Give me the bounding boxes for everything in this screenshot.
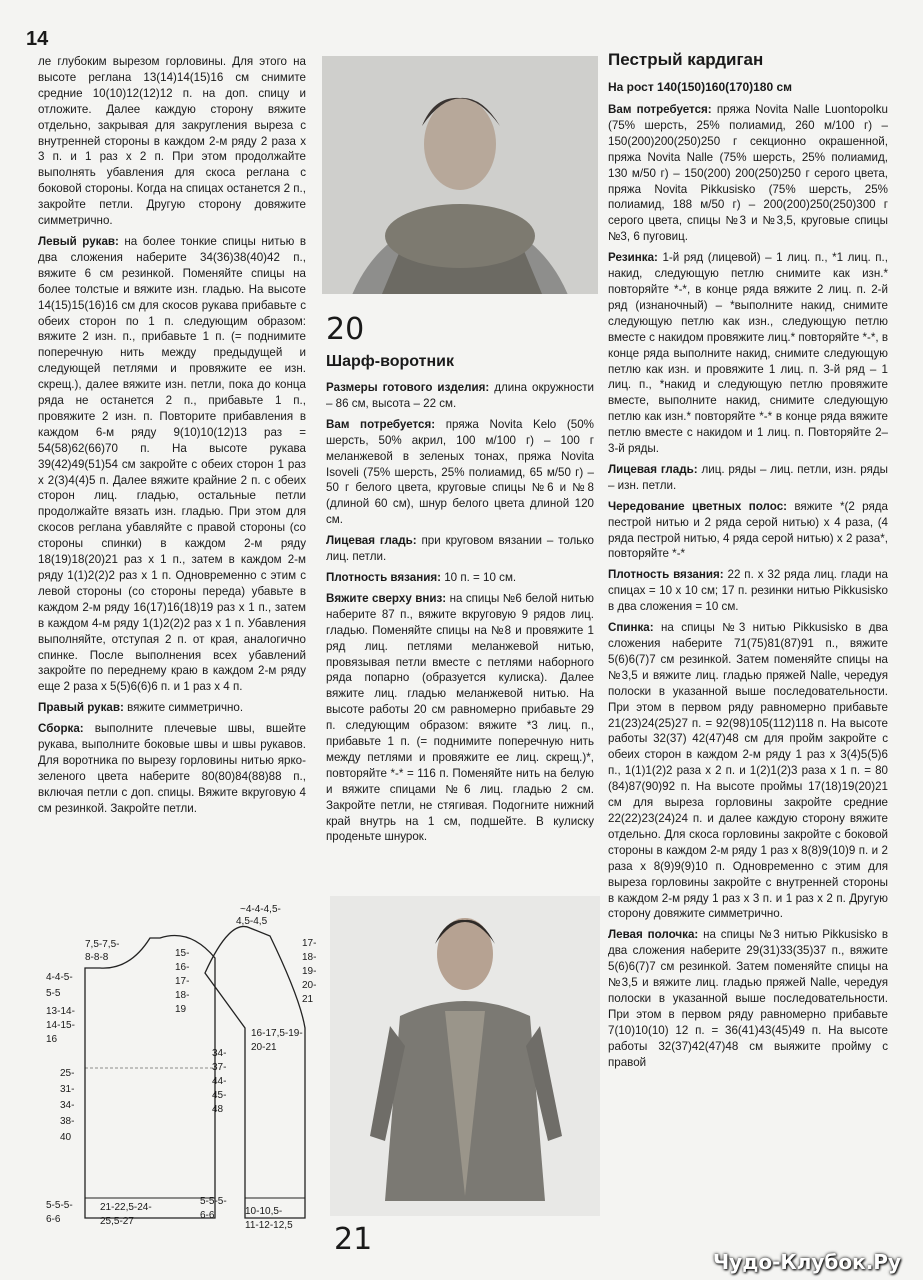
diagram-label: 21-22,5-24-: [100, 1202, 152, 1213]
section-text: 10 п. = 10 см.: [444, 570, 517, 584]
diagram-label: 38-: [60, 1116, 75, 1127]
work-section: [326, 591, 594, 846]
stitch-section: [326, 533, 594, 565]
section-text: на более тонкие спицы нитью в два сложения наберите 34(36)38(40)42 п., вяжите 6 см резинкой. Поменяйте спицы на более толстые и вяжите изн. гладью. На высоте 14(15)15(16)16 см для скосов рукава прибавьте с обеих сторон по 1 п. следующим образом: вяжите 2 изн. п., прибавьте 1 п. (= поднимите поперечную нить между предыдущей и следующей петлями и провяжите ее изн. скрещ.), далее вяжите изн. петли, пока до конца ряда не останется 2 п., прибавьте 1 п., провяжите 2 изн. п. Повторите прибавления в каждом 6-м ряду 9(10)10(12)13 раз = 54(58)62(66)70 п. На высоте рукава 39(42)49(51)54 см закройте с обеих сторон 1 раз х 2(3)4(4)5 п. Далее вяжите крайние 2 п. с обеих сторон лиц. гладью, остальные петли продолжайте вязать изн. гладью. При этом для скосов реглана убавляйте с правой стороны (со стороны спинки) в каждом 2-м ряду 18(19)18(20)21 раз х 1 п., затем в каждом 2-м ряду 1(1)2(2)2 раз х 1 п. Одновременно с этим с левой стороны (со стороны переда) убавьте в каждом 2-м ряду 16(17)16(18)19 раз х 1 п., затем в каждом 4-м ряду 1(1)2(2)2 раз х 1 п. Убавления выполняйте, отступая 2 п. от края, аналогично спинке. После выполнения всех убавлений закройте по переднему краю в каждом 2-м ряду еще 2 раза х 5(5)6(6)6 п. и 1 раз х 4 п.: [38, 234, 306, 694]
diagram-label: 7,5-7,5-: [85, 939, 120, 950]
diagram-label: 34-: [60, 1100, 75, 1111]
diagram-label: 16-17,5-19-: [251, 1028, 303, 1039]
section-text: пряжа Novita Nalle Luontopolku (75% шерсть, 25% полиамид, 260 м/100 г) – 150(200)200(250)250 г секционно окрашенной, пряжа Novita Nalle (75% шерсть, 25% полиамид, 130 м/50 г) – 150(200) 200(250)250 г серого цвета, пряжа Novita Pikkusisko (75% шерсть, 25% полиамид, 188 м/50 г) – 200(200)250(250)300 г серого цвета, спицы №3 и №3,5, круговые спицы №3, 6 пуговиц.: [608, 103, 888, 244]
front-section: [608, 927, 888, 1070]
materials-section: [608, 102, 888, 245]
diagram-label: ~4-4-4,5-: [240, 904, 281, 915]
left-sleeve-section: [38, 234, 306, 695]
left-paragraph: ле глубоким вырезом горловины. Для этого на высоте реглана 13(14)14(15)16 см снимите средние 10(10)12(12)12 п. на доп. спицу и отложите. Далее каждую сторону вяжите отдельно, закрывая для закругления выреза с внутренней стороны в каждом 2-м ряду 2 раза х 3 п. и 1 раз х 2 п. При этом продолжайте выполнять убавления для скоса реглана с боковой стороны. Когда на спицах останется 2 п., закройте петли. Другую сторону довяжите симметрично.: [38, 55, 306, 228]
diagram-label: 5-5: [46, 988, 61, 999]
diagram-label: 48: [212, 1104, 224, 1115]
section-text: лиц. ряды – лиц. петли, изн. ряды – изн. петли.: [608, 462, 888, 492]
pattern-number-21: 21: [334, 1222, 373, 1257]
cardigan-title: Пестрый кардиган: [608, 50, 764, 69]
diagram-label: 8-8-8: [85, 952, 109, 963]
diagram-label: 13-14-: [46, 1006, 75, 1017]
assembly-section: [38, 721, 306, 816]
diagram-label: 25,5-27: [100, 1216, 134, 1227]
section-text: при круговом вязании – только лиц. петли.: [326, 534, 594, 564]
section-label: Резинка:: [608, 251, 658, 265]
diagram-label: 17-: [302, 938, 317, 949]
section-label: Левая полочка:: [608, 928, 699, 942]
materials-section: [326, 417, 594, 528]
diagram-label: 5-5-5-: [200, 1196, 227, 1207]
section-text: на спицы №6 белой нитью наберите 87 п., вяжите вкруговую 9 рядов лиц. гладью. Поменяйте спицы на №8 и провяжите 1 ряд лиц. петлями меланжевой нитью, провязывая петли вместе с петлями наборного ряда попарно (образуется кулиска). Далее вяжите лиц. гладью меланжевой нитью. На высоте работы 20 см равномерно прибавьте 29 п. следующим образом: вяжите *3 лиц. п., прибавьте 1 п. (= поднимите поперечную нить между петлями и провяжите ее лиц. скрещ.)*, повторяйте *-* = 116 п. Поменяйте нить на белую и вяжите спицами №6 лиц. гладью 2 см. Закройте петли, не стягивая. Подогните нижний край внутрь на 1 см, подшейте. В кулиску проденьте шнурок.: [326, 591, 594, 844]
right-sleeve-section: [38, 700, 306, 716]
diagram-label: 19: [175, 1004, 187, 1015]
section-text: 1-й ряд (лицевой) – 1 лиц. п., *1 лиц. п., накид, следующую петлю снимите как изн.* повторяйте *-*, в конце ряда вяжите 2 лиц. п. 2-й ряд (изнаночный) – *выполните накид, снимите следующую петлю как изн., следующую петлю вместе с накидом провяжите лиц.* повторяйте *-*, в конце ряда выполните накид, снимите следующую петлю как изн. и провяжите 1 лиц. п. 3-й ряд – 1 лиц. п., *накид и следующую петлю провяжите вместе, выполните накид, снимите следующую петлю как изн.* повторяйте *-* в конце ряда вяжите петлю вместе с накидом и 1 лиц. п. Повторяйте 2–3-й ряды.: [608, 251, 888, 456]
section-label: Плотность вязания:: [608, 568, 724, 582]
section-label: Вам потребуется:: [608, 103, 712, 116]
diagram-label: 21: [302, 994, 314, 1005]
density-section: [608, 567, 888, 615]
section-text: выполните плечевые швы, вшейте рукава, выполните боковые швы и швы рукавов. Для воротника по вырезу горловины нитью ярко-зеленого цвета наберите 80(80)84(88)88 п., включая петли с доп. спицы. Вяжите вкруговую 4 см резинкой. Закройте петли.: [38, 722, 306, 815]
cardigan-photo: [330, 896, 600, 1216]
diagram-label: 6-6: [46, 1214, 61, 1225]
diagram-label: 19-: [302, 966, 317, 977]
section-text: 22 п. х 32 ряда лиц. глади на спицах = 10 х 10 см; 17 п. резинки нитью Pikkusisko в два сложения = 10 см.: [608, 568, 888, 614]
diagram-label: 4,5-4,5: [236, 916, 268, 927]
section-label: Лицевая гладь:: [326, 534, 417, 548]
stitch-section: [608, 462, 888, 494]
stripes-section: [608, 499, 888, 563]
pattern-diagram-svg: [40, 898, 330, 1238]
section-text: длина окружности – 86 см, высота – 22 см.: [326, 381, 594, 410]
middle-column: [326, 352, 594, 850]
diagram-label: 37-: [212, 1062, 227, 1073]
section-label: Левый рукав:: [38, 234, 119, 248]
page-number: 14: [26, 28, 49, 50]
diagram-label: 11-12-12,5: [245, 1220, 293, 1231]
section-label: Спинка:: [608, 621, 654, 635]
diagram-label: 44-: [212, 1076, 227, 1087]
section-label: Чередование цветных полос:: [608, 499, 788, 513]
section-label: Размеры готового изделия:: [326, 381, 490, 394]
pattern-number-20: 20: [326, 312, 365, 347]
section-label: Правый рукав:: [38, 701, 124, 715]
diagram-label: 34-: [212, 1048, 227, 1059]
right-column: [608, 102, 888, 1075]
diagram-label: 16-: [175, 962, 190, 973]
diagram-label: 14-15-: [46, 1020, 75, 1031]
section-text: на спицы №3 нитью Pikkusisko в два сложения наберите 71(75)81(87)91 п., вяжите 5(6)6(7)7 см резинкой. Затем поменяйте спицы на №3,5 и вяжите лиц. гладью пряжей Nalle, чередуя полоски в указанной выше последовательности. При этом в первом ряду равномерно прибавьте 21(23)24(25)27 п. = 92(98)105(112)118 п. На высоте работы 32(37) 42(47)48 см для пройм закройте с обеих сторон в каждом 2-м ряду 1 раз х 3(4)5(5)6 п., 1(1)1(2)2 раза х 2 п. и 1(2)1(2)3 раза х 1 п. = 80 (84)87(90)92 п. На высоте проймы 17(18)19(20)21 см для выреза горловины закройте средние 22(22)23(24)24 п. и далее каждую сторону вяжите отдельно. Для скоса горловины закройте с боковой стороны в каждом 2-м ряду 1 раз х 8(8)9(10)9 п. и 2 раза х 8(9)9(9)10 п. Одновременно с этим для выреза горловины закройте с внутренней стороны в каждом 2-м ряду 1 раз х 3 п. и 1 раз х 2 п. Другую сторону довяжите симметрично.: [608, 621, 888, 921]
diagram-label: 17-: [175, 976, 190, 987]
section-label: Лицевая гладь:: [608, 462, 698, 476]
diagram-label: 25-: [60, 1068, 75, 1079]
rib-section: [608, 250, 888, 457]
section-text: вяжите *(2 ряда пестрой нитью и 2 ряда серой нитью) х 4 раза, (4 ряда пестрой нитью, 4 ряда серой нитью) х 2 раза*, повторяйте *-*: [608, 499, 888, 561]
size-section: [326, 380, 594, 412]
left-column: [38, 54, 306, 822]
diagram-label: 40: [60, 1132, 72, 1143]
cardigan-size: На рост 140(150)160(170)180 см: [608, 80, 793, 94]
section-text: на спицы №3 нитью Pikkusisko в два сложения наберите 29(31)33(35)37 п., вяжите 5(6)6(7)7 см резинкой. Затем поменяйте спицы на №3,5 и вяжите лиц. гладью пряжей Nalle, чередуя полоски в указанной выше последовательности. При этом в первом ряду равномерно прибавьте 7(10)10(10) 12 п. = 36(41)43(45)49 п. На высоте работы 32(37)42(47)48 см выяжите пройму с правой: [608, 928, 888, 1069]
pattern-diagram: [40, 898, 330, 1238]
section-text: пряжа Novita Kelo (50% шерсть, 50% акрил, 100 м/100 г) – 100 г меланжевой в зеленых тонах, пряжа Novita Isoveli (75% шерсть, 25% полиамид, 65 м/50 г) – 50 г белого цвета, круговые спицы №6 и №8 (длиной 60 см), шнур белого цвета длиной 120 см.: [326, 417, 594, 527]
diagram-label: 15-: [175, 948, 190, 959]
diagram-label: 18-: [175, 990, 190, 1001]
diagram-label: 18-: [302, 952, 317, 963]
diagram-label: 6-6: [200, 1210, 215, 1221]
diagram-label: 10-10,5-: [245, 1206, 283, 1217]
section-label: Сборка:: [38, 722, 84, 736]
diagram-label: 31-: [60, 1084, 75, 1095]
back-section: [608, 620, 888, 922]
diagram-label: 45-: [212, 1090, 227, 1101]
section-label: Плотность вязания:: [326, 570, 441, 584]
diagram-label: 20-: [302, 980, 317, 991]
diagram-label: 16: [46, 1034, 58, 1045]
section-text: вяжите симметрично.: [127, 701, 244, 715]
site-watermark: Чудо-Клубок.Ру: [713, 1250, 901, 1274]
section-label: Вяжите сверху вниз:: [326, 591, 447, 605]
section-label: Вам потребуется:: [326, 417, 436, 431]
diagram-label: 20-21: [251, 1042, 277, 1053]
diagram-label: 4-4-5-: [46, 972, 73, 983]
scarf-title: Шарф-воротник: [326, 353, 454, 370]
diagram-label: 5-5-5-: [46, 1200, 73, 1211]
density-section: [326, 570, 594, 586]
scarf-photo: [322, 56, 598, 294]
